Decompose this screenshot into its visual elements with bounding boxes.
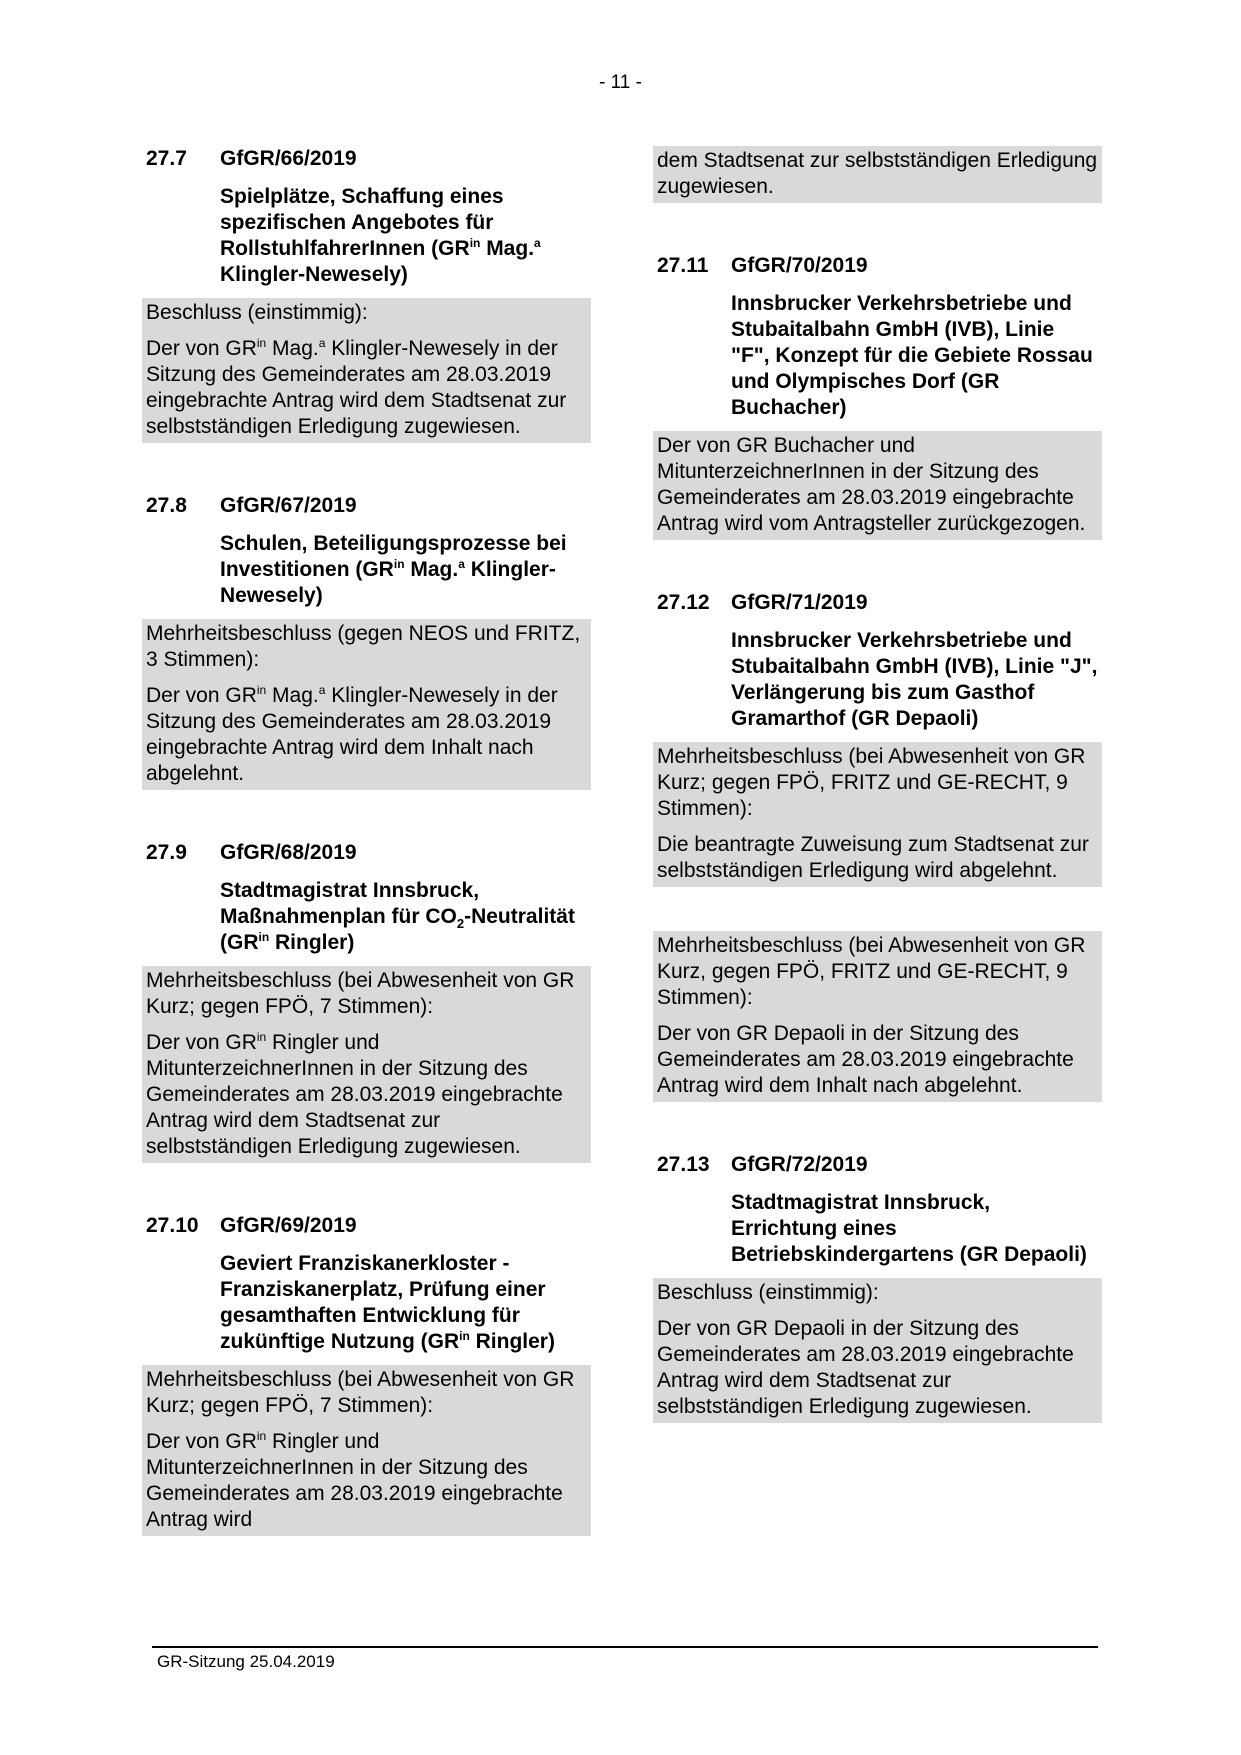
item-title: Stadtmagistrat Innsbruck, Errichtung eines Betriebskindergartens (GR Depaoli) xyxy=(731,1191,1087,1266)
item-code: GfGR/72/2019 xyxy=(731,1153,868,1176)
resolution-type: Mehrheitsbeschluss (gegen NEOS und FRITZ, 3 Stimmen): xyxy=(146,622,581,671)
decision-box xyxy=(653,742,1102,887)
agenda-item-27-13 xyxy=(657,1152,1102,1423)
item-code: GfGR/70/2019 xyxy=(731,254,868,277)
item-title: Stadtmagistrat Innsbruck, Maßnahmenplan für $CO_2$-Neutralität ($GR^{in}$ Ringler) xyxy=(220,879,575,954)
item-code: GfGR/69/2019 xyxy=(220,1214,357,1237)
resolution-type: Beschluss (einstimmig): xyxy=(657,1281,879,1304)
item-number: 27.7 xyxy=(146,147,187,170)
decision-box xyxy=(653,931,1102,1102)
item-code: GfGR/68/2019 xyxy=(220,841,357,864)
agenda-item-27-9 xyxy=(146,840,591,1163)
right-column xyxy=(657,146,1102,1423)
agenda-item-27-10 xyxy=(146,1213,591,1536)
decision-box xyxy=(653,431,1102,540)
resolution-text: Die beantragte Zuweisung zum Stadtsenat zur selbstständigen Erledigung wird abgelehnt. xyxy=(657,833,1089,882)
resolution-type: Beschluss (einstimmig): xyxy=(146,301,368,324)
item-code: GfGR/66/2019 xyxy=(220,147,357,170)
resolution-type: Mehrheitsbeschluss (bei Abwesenheit von GR Kurz, gegen FPÖ, FRITZ und GE-RECHT, 9 Stimmen): xyxy=(657,934,1086,1009)
resolution-text: Der von GR Depaoli in der Sitzung des Gemeinderates am 28.03.2019 eingebrachte Antrag wird dem Inhalt nach abgelehnt. xyxy=(657,1022,1074,1097)
resolution-text: Der von $GR^{in}$ Ringler und MitunterzeichnerInnen in der Sitzung des Gemeinderates am 28.03.2019 eingebrachte Antrag wird dem Stadtsenat zur selbstständigen Erledigung zugewiesen. xyxy=(146,1030,563,1158)
item-code: GfGR/67/2019 xyxy=(220,494,357,517)
decision-box xyxy=(142,298,591,443)
left-column xyxy=(146,146,591,1536)
carry-over-box xyxy=(653,146,1102,203)
item-title: Geviert Franziskanerkloster - Franziskanerplatz, Prüfung einer gesamthaften Entwicklung für zukünftige Nutzung ($GR^{in}$ Ringler) xyxy=(220,1252,555,1353)
item-number: 27.10 xyxy=(146,1214,199,1237)
resolution-text: Der von GR Buchacher und MitunterzeichnerInnen in der Sitzung des Gemeinderates am 28.03.2019 eingebrachte Antrag wird vom Antragsteller zurückgezogen. xyxy=(657,434,1086,535)
resolution-type: Mehrheitsbeschluss (bei Abwesenheit von GR Kurz; gegen FPÖ, FRITZ und GE-RECHT, 9 Stimmen): xyxy=(657,745,1086,820)
agenda-item-27-12 xyxy=(657,590,1102,1102)
footer-divider xyxy=(152,1646,1098,1648)
page-number: - 11 - xyxy=(599,72,642,93)
resolution-text: Der von $GR^{in}$ Mag.$^a$ Klingler-Newesely in der Sitzung des Gemeinderates am 28.03.2019 eingebrachte Antrag wird dem Inhalt nach abgelehnt. xyxy=(146,683,558,785)
resolution-type: Mehrheitsbeschluss (bei Abwesenheit von GR Kurz; gegen FPÖ, 7 Stimmen): xyxy=(146,969,575,1018)
item-number: 27.12 xyxy=(657,591,710,614)
agenda-item-27-7 xyxy=(146,146,591,443)
item-code: GfGR/71/2019 xyxy=(731,591,868,614)
item-number: 27.8 xyxy=(146,494,187,517)
agenda-item-27-8 xyxy=(146,493,591,790)
decision-box xyxy=(142,966,591,1163)
decision-box xyxy=(653,1278,1102,1423)
item-title: Spielplätze, Schaffung eines spezifischen Angebotes für RollstuhlfahrerInnen ($GR^{in}$ Mag.$^a$ Klingler-Newesely) xyxy=(220,185,541,286)
item-number: 27.9 xyxy=(146,841,187,864)
resolution-type: Mehrheitsbeschluss (bei Abwesenheit von GR Kurz; gegen FPÖ, 7 Stimmen): xyxy=(146,1368,575,1417)
resolution-text: Der von $GR^{in}$ Mag.$^a$ Klingler-Newesely in der Sitzung des Gemeinderates am 28.03.2019 eingebrachte Antrag wird dem Stadtsenat zur selbstständigen Erledigung zugewiesen. xyxy=(146,336,567,438)
decision-box xyxy=(142,619,591,790)
resolution-text: Der von GR Depaoli in der Sitzung des Gemeinderates am 28.03.2019 eingebrachte Antrag wird dem Stadtsenat zur selbstständigen Erledigung zugewiesen. xyxy=(657,1317,1074,1418)
item-number: 27.13 xyxy=(657,1153,710,1176)
footer-text: GR-Sitzung 25.04.2019 xyxy=(157,1652,335,1671)
item-title: Innsbrucker Verkehrsbetriebe und Stubaitalbahn GmbH (IVB), Linie "J", Verlängerung bis zum Gasthof Gramarthof (GR Depaoli) xyxy=(731,629,1098,730)
decision-box xyxy=(142,1365,591,1536)
item-number: 27.11 xyxy=(657,254,709,277)
item-title: Innsbrucker Verkehrsbetriebe und Stubaitalbahn GmbH (IVB), Linie "F", Konzept für die Gebiete Rossau und Olympisches Dorf (GR Buchacher) xyxy=(731,292,1093,419)
resolution-text: Der von $GR^{in}$ Ringler und MitunterzeichnerInnen in der Sitzung des Gemeinderates am 28.03.2019 eingebrachte Antrag wird xyxy=(146,1429,563,1531)
item-title: Schulen, Beteiligungsprozesse bei Investitionen ($GR^{in}$ Mag.$^a$ Klingler-Newesely) xyxy=(220,532,567,607)
agenda-item-27-11 xyxy=(657,253,1102,540)
carry-over-text: dem Stadtsenat zur selbstständigen Erledigung zugewiesen. xyxy=(657,149,1098,198)
